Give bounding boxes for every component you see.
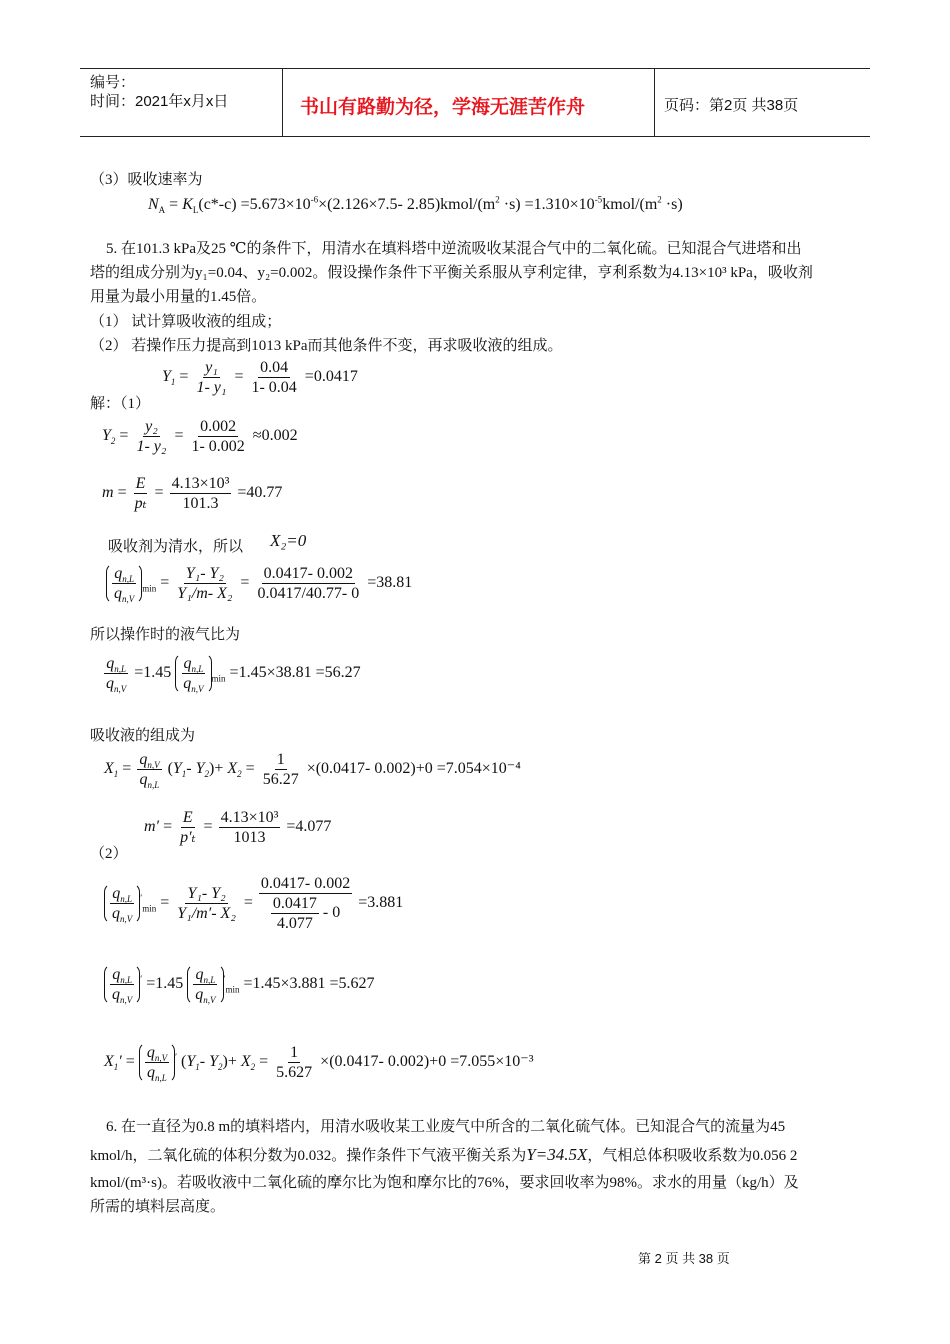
header-date-label: 时间：2021年x月x日 <box>90 93 229 110</box>
eq-y1-frac1: $\frac{\text{y₁}}{\text{1- y₁}}$ <box>196 359 227 396</box>
eq-ratio2-result: =1.45×3.881 =5.627 <box>243 975 375 993</box>
q6-line2 <box>90 1144 797 1167</box>
eq-x1prime-frac: $\frac{1}{5.627}$ <box>276 1044 313 1081</box>
header-top-rule <box>80 68 870 69</box>
header-divider-left <box>282 68 283 136</box>
q5-sub1: （1） 试计算吸收液的组成； <box>90 314 282 330</box>
eq-na-exp2: 2 <box>495 194 500 205</box>
q6-line2b: ，气相总体积吸收系数为0.056 2 <box>587 1148 798 1164</box>
eq-qmin-result: =38.81 <box>367 574 413 592</box>
eq-qmin2-frac2: 0.0417- 0.002 $\frac{0.0417}{4.077}$ - 0 <box>260 875 351 932</box>
q6-line1: 6. 在一直径为0.8 m的填料塔内，用清水吸收某工业废气中所含的二氧化硫气体。已知混合气的流量为45 <box>106 1119 786 1135</box>
eq-m: m = $\frac{E}{\text{pₜ}}$ = $\frac{\text{4.13×10³}}{101.3}$ =40.77 <box>102 475 283 512</box>
p3-label: （3）吸收速率为 <box>90 172 203 188</box>
eq-x1prime: $X_1'$ = $\frac{q_{n,V}}{q_{n,L}}$ ′ ($Y_1-$ $Y_2)+ X_2$ = $\frac{1}{5.627}$ ×(0.0417- 0.002)+0 =7.055×10⁻³ <box>104 1044 534 1084</box>
eq-ratio-coef: =1.45 <box>134 664 172 682</box>
q6-line4: 所需的填料层高度。 <box>90 1199 226 1215</box>
header-bottom-rule <box>80 136 870 137</box>
eq-na: $N_A = K_L(c*-c) =5.673\times 10^{-6}\times(2.126\times 7.5-$ $2.85)kmol/(m^2 \cdot s)$ $=1.310\times 10^{-5}kmol/(m^2 \cdot s)$ <box>148 194 683 216</box>
eq-na-mid2: ·s) =1.310×10 <box>499 196 595 213</box>
q5-sub2: （2） 若操作压力提高到1013 kPa而其他条件不变，再求吸收液的组成。 <box>90 338 563 354</box>
eq-qmin2-frac1: $\frac{\text{Y₁- Y₂}}{\text{Y₁/m′- X₂}}$ <box>177 885 236 922</box>
eq-qmin: $\frac{q_{n,L}}{q_{n,V}}$ $_{min}$ = $\frac{\text{Y₁- Y₂}}{\text{Y₁/m- X₂}}$ = $\frac{0.0417- 0.002}{0.0417/40.77- 0}$ =38.81 <box>106 563 412 604</box>
eq-ratio: $\frac{q_{n,L}}{q_{n,V}}$ =1.45 $\frac{q_{n,L}}{q_{n,V}}$ $_{min}$ =1.45×38.81 =56.27 <box>106 655 361 695</box>
jie-label: 解：（1） <box>90 396 151 412</box>
eq-m-frac1: $\frac{E}{\text{pₜ}}$ <box>134 475 147 512</box>
eq-m-frac2: $\frac{\text{4.13×10³}}{101.3}$ <box>171 475 230 512</box>
eq-na-mid: ×(2.126×7.5- 2.85)kmol/(m <box>318 196 496 213</box>
eq-kl-symbol: K <box>182 196 193 213</box>
eq-na-end2: ·s) <box>661 196 683 213</box>
eq-ratio-result: =1.45×38.81 =56.27 <box>229 664 361 682</box>
absorbent-text: 吸收剂为清水，所以 <box>108 539 244 555</box>
eq-y2: $Y_2$ = $\frac{\text{y₂}}{\text{1- y₂}}$ = $\frac{0.002}{1- 0.002}$ ≈0.002 <box>102 418 298 455</box>
eq-x1: $X_1$ = $\frac{q_{n,V}}{q_{n,L}}$ ($Y_1-$ $Y_2)+ X_2$ = $\frac{1}{56.27}$ ×(0.0417- 0.002)+0 =7.054×10⁻⁴ <box>104 751 521 791</box>
eq-na-exp4: 2 <box>657 194 662 205</box>
eq-y2-frac1: $\frac{\text{y₂}}{\text{1- y₂}}$ <box>136 418 167 455</box>
eq-y1-frac2: $\frac{0.04}{1- 0.04}$ <box>251 359 297 396</box>
q6-line3: kmol/(m³·s)。若吸收液中二氧化硫的摩尔比为饱和摩尔比的76%，要求回收率为98%。求水的用量（kg/h）及 <box>90 1175 799 1191</box>
eq-qmin2: $\frac{q_{n,L}}{q_{n,V}}$ ′$_{min}$ = $\frac{\text{Y₁- Y₂}}{\text{Y₁/m′- X₂}}$ = 0.0417- 0.002 $\frac{0.0417}{4.077}$ - 0 =3.881 <box>104 874 403 933</box>
eq-na-body: (c*-c) =5.673×10 <box>198 196 311 213</box>
q6-eq: Y=34.5X <box>526 1145 588 1164</box>
eq-na-exp1: -6 <box>310 194 319 205</box>
eq-na-exp3: -5 <box>594 194 603 205</box>
eq-ratio2-coef: =1.45 <box>146 975 184 993</box>
x2-zero: X₂=0 <box>270 531 307 550</box>
eq-kl-sub: L <box>192 205 199 216</box>
footer-page-label: 第 2 页 共 38 页 <box>638 1251 730 1266</box>
header-page-label: 页码：第2页 共38页 <box>664 97 799 114</box>
eq-qmin-frac1: $\frac{\text{Y₁- Y₂}}{\text{Y₁/m- X₂}}$ <box>177 565 233 602</box>
comp-text: 吸收液的组成为 <box>90 728 196 744</box>
q5-line1: 5. 在101.3 kPa及25 ℃的条件下，用清水在填料塔中逆流吸收某混合气中的二氧化硫。已知混合气进塔和出 <box>106 241 802 257</box>
q5-line2: 塔的组成分别为y₁=0.04、y₂=0.002。假设操作条件下平衡关系服从亨利定律，亨利系数为4.13×10³ kPa，吸收剂 <box>90 265 813 281</box>
eq-x1-body: ×(0.0417- 0.002)+0 =7.054×10⁻⁴ <box>306 760 521 778</box>
eq-m-result: =40.77 <box>237 484 283 502</box>
eq-x1prime-body: ×(0.0417- 0.002)+0 =7.055×10⁻³ <box>320 1053 534 1071</box>
eq-ratio2: $\frac{q_{n,L}}{q_{n,V}}$ ′ =1.45 $\frac{q_{n,L}}{q_{n,V}}$ ′$_{min}$ =1.45×3.881 =5.627 <box>104 964 375 1005</box>
eq-y1: $Y_1$ = $\frac{\text{y₁}}{\text{1- y₁}}$ = $\frac{0.04}{1- 0.04}$ =0.0417 <box>162 359 358 396</box>
eq-qmin-frac2: $\frac{0.0417- 0.002}{0.0417/40.77- 0}$ <box>257 565 360 602</box>
eq-y1-result: =0.0417 <box>304 368 358 386</box>
eq-mprime-frac2: $\frac{\text{4.13×10³}}{1013}$ <box>220 809 279 846</box>
header-motto: 书山有路勤为径，学海无涯苦作舟 <box>300 97 586 118</box>
q5-line3: 用量为最小用量的1.45倍。 <box>90 289 267 305</box>
eq-y2-frac2: $\frac{0.002}{1- 0.002}$ <box>191 418 245 455</box>
ratio-text: 所以操作时的液气比为 <box>90 627 241 643</box>
header-code-label: 编号： <box>90 74 136 91</box>
eq-mprime-result: =4.077 <box>286 818 332 836</box>
eq-na-sub: A <box>158 205 166 216</box>
eq-na-symbol: N <box>148 196 159 213</box>
header-divider-right <box>654 68 655 136</box>
eq-qmin2-result: =3.881 <box>358 894 404 912</box>
eq-mprime-frac1: $\frac{E}{\text{p′ₜ}}$ <box>180 809 196 846</box>
q6-line2a: kmol/h，二氧化硫的体积分数为0.032。操作条件下气液平衡关系为 <box>90 1148 527 1164</box>
eq-mprime: m′ = $\frac{E}{\text{p′ₜ}}$ = $\frac{\text{4.13×10³}}{1013}$ =4.077 <box>144 809 332 846</box>
eq-na-end: kmol/(m <box>602 196 658 213</box>
eq-x1-frac: $\frac{1}{56.27}$ <box>262 751 299 788</box>
eq-y2-result: ≈0.002 <box>252 427 298 445</box>
part2-label: （2） <box>90 846 128 862</box>
